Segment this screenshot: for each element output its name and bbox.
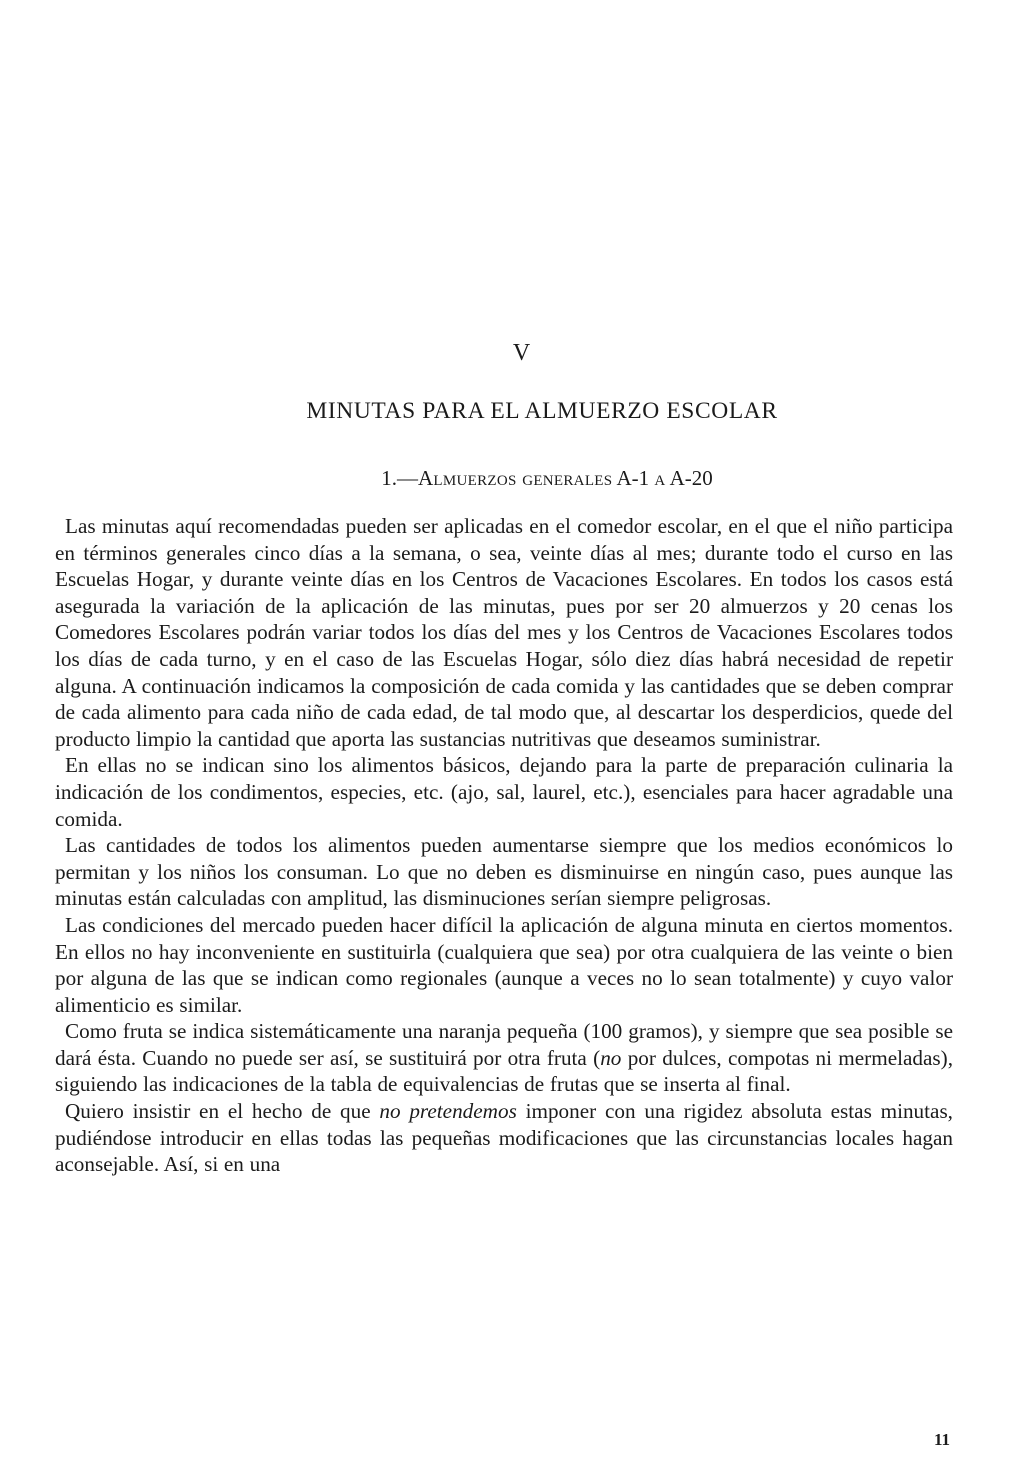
section-range-connector: a <box>654 466 666 490</box>
chapter-title: MINUTAS PARA EL ALMUERZO ESCOLAR <box>306 398 778 424</box>
paragraph: Las minutas aquí recomendadas pueden ser aplicadas en el comedor escolar, en el que el niño participa en términos generales cinco días a la semana, o sea, veinte días al mes; durante todo el curso en las Escuelas Hogar, y durante veinte días en los Centros de Vacaciones Escolares. En todos los casos está asegurada la variación de la aplicación de las minutas, pues por ser 20 almuerzos y 20 cenas los Comedores Escolares podrán variar todos los días del mes y los Centros de Vacaciones Escolares todos los días de cada turno, y en el caso de las Escuelas Hogar, sólo diez días habrá necesidad de repetir alguna. A continuación indicamos la composición de cada comida y las cantidades que se deben comprar de cada alimento para cada niño de cada edad, de tal modo que, al descartar los desperdicios, quede del producto limpio la cantidad que aporta las sustancias nutritivas que deseamos suministrar. <box>55 514 953 751</box>
emphasis-text: no pretendemos <box>379 1099 517 1124</box>
page-number: 11 <box>934 1430 951 1449</box>
emphasis-text: no <box>600 1045 622 1070</box>
section-heading <box>70 466 1024 491</box>
section-number: 1.— <box>381 466 418 490</box>
paragraph <box>55 1098 953 1178</box>
paragraph-text: imponer con una rigidez absoluta estas minutas, pudiéndose introducir en ellas todas las pequeñas modificaciones que las circunstancias locales hagan aconsejable. Así, si en una <box>55 1099 953 1177</box>
section-range-start: A-1 <box>616 466 650 490</box>
paragraph: Las cantidades de todos los alimentos pueden aumentarse siempre que los medios económicos lo permitan y los niños los consuman. Lo que no deben es disminuirse en ningún caso, pues aunque las minutas están calculadas con amplitud, las disminuciones serían siempre peligrosas. <box>55 833 953 911</box>
paragraph: Las condiciones del mercado pueden hacer difícil la aplicación de alguna minuta en ciertos momentos. En ellos no hay inconveniente en sustituirla (cualquiera que sea) por otra cualquiera de las veinte o bien por alguna de las que se indican como regionales (aunque a veces no lo sean totalmente) y cuyo valor alimenticio es similar. <box>55 912 953 1017</box>
chapter-number: V <box>512 340 532 366</box>
paragraph <box>55 1018 953 1098</box>
paragraph: En ellas no se indican sino los alimentos básicos, dejando para la parte de preparación culinaria la indicación de los condimentos, especies, etc. (ajo, sal, laurel, etc.), esenciales para hacer agradable una comida. <box>55 753 953 831</box>
paragraph-text: por dulces, compotas ni mermeladas), siguiendo las indicaciones de la tabla de equivalencias de frutas que se inserta al final. <box>55 1045 953 1097</box>
paragraph-text: Quiero insistir en el hecho de que <box>65 1099 380 1124</box>
section-range-end: A-20 <box>669 466 713 490</box>
section-title: Almuerzos generales <box>417 466 613 490</box>
body-text <box>55 513 953 1178</box>
paragraph-text: Como fruta se indica sistemáticamente una naranja pequeña (100 gramos), y siempre que sea posible se dará ésta. Cuando no puede ser así, se sustituirá por otra fruta ( <box>55 1019 953 1070</box>
